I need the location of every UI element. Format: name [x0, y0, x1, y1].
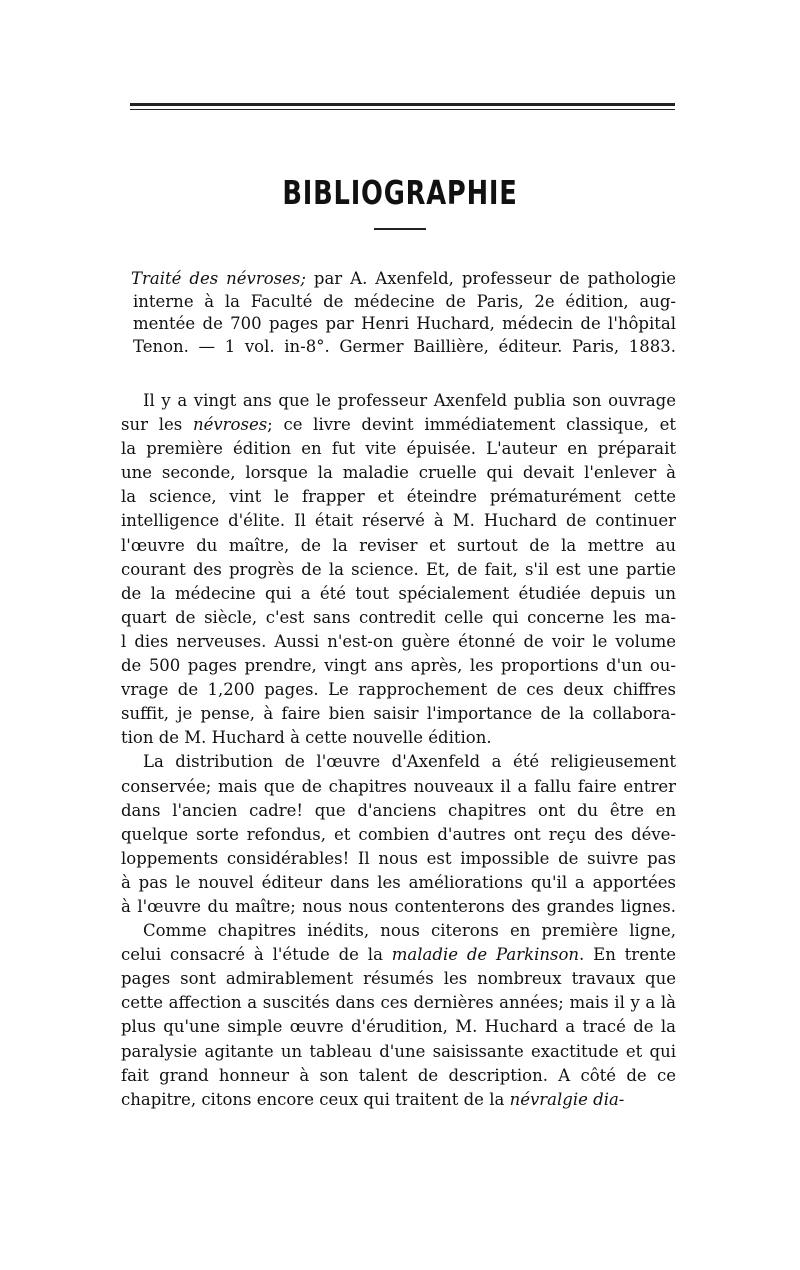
body-line: [121, 1040, 676, 1064]
text-run: dans l'ancien cadre! que d'anciens chapitres ont du être en: [121, 800, 676, 820]
body-line: [121, 534, 676, 558]
body-line: [121, 1015, 676, 1039]
body-line: [121, 847, 676, 871]
italic-term: névroses: [192, 415, 268, 435]
reference-line: Tenon. — 1 vol. in-8°. Germer Baillière, éditeur. Paris, 1883.: [133, 336, 676, 356]
book-title: Traité des névroses;: [131, 269, 306, 288]
text-run: conservée; mais que de chapitres nouveaux il a fallu faire entrer: [121, 776, 676, 796]
body-line: [121, 509, 676, 533]
body-line: [121, 775, 676, 799]
text-run: ; ce livre devint immédiatement classique, et: [267, 415, 676, 435]
text-run: quelque sorte refondus, et combien d'autres ont reçu des déve-: [121, 824, 676, 844]
body-line: [121, 702, 676, 726]
heading-underline: [374, 228, 426, 230]
reference-line: interne à la Faculté de médecine de Paris, 2e édition, aug-: [133, 291, 676, 311]
text-run: fait grand honneur à son talent de description. A côté de ce: [121, 1065, 676, 1085]
text-run: l'œuvre du maître, de la reviser et surtout de la mettre au: [121, 535, 676, 555]
top-double-rule: [130, 103, 675, 106]
body-line: [121, 967, 676, 991]
text-run: à pas le nouvel éditeur dans les améliorations qu'il a apportées: [121, 872, 676, 892]
text-run: La distribution de l'œuvre d'Axenfeld a été religieusement: [143, 752, 676, 772]
italic-term: névralgie dia-: [509, 1089, 625, 1109]
body-line: [121, 871, 676, 895]
body-line: [121, 799, 676, 823]
body-line: [121, 654, 676, 678]
body-line: [121, 582, 676, 606]
bibliographic-reference: [131, 268, 676, 358]
body-line: [121, 606, 676, 630]
reference-line: Traité des névroses; par A. Axenfeld, professeur de pathologie: [131, 269, 676, 288]
body-line: [121, 823, 676, 847]
text-run: pages sont admirablement résumés les nombreux travaux que: [121, 969, 676, 989]
text-run: chapitre, citons encore ceux qui traitent de la: [121, 1089, 510, 1109]
text-run: vrage de 1,200 pages. Le rapprochement de ces deux chiffres: [121, 680, 676, 700]
top-double-rule-thin: [130, 109, 675, 110]
text-run: sur les: [121, 415, 193, 435]
body-line: [121, 919, 676, 943]
italic-term: maladie de Parkinson: [391, 945, 580, 965]
text-run: Comme chapitres inédits, nous citerons en première ligne,: [143, 921, 676, 941]
body-line: [121, 726, 676, 750]
text-run: intelligence d'élite. Il était réservé à M. Huchard de continuer: [121, 511, 676, 531]
body-line: [121, 413, 676, 437]
body-line: [121, 485, 676, 509]
text-run: tion de M. Huchard à cette nouvelle édition.: [121, 728, 492, 748]
text-run: paralysie agitante un tableau d'une saisissante exactitude et qui: [121, 1041, 676, 1061]
body-line: [121, 943, 676, 967]
body-line: [121, 558, 676, 582]
text-run: plus qu'une simple œuvre d'érudition, M. Huchard a tracé de la: [121, 1017, 676, 1037]
text-run: celui consacré à l'étude de la: [121, 945, 392, 965]
body-line: [121, 437, 676, 461]
text-run: de 500 pages prendre, vingt ans après, les proportions d'un ou-: [121, 656, 676, 676]
text-run: loppements considérables! Il nous est impossible de suivre pas: [121, 848, 676, 868]
text-run: à l'œuvre du maître; nous nous contenterons des grandes lignes.: [121, 896, 676, 916]
body-line: [121, 678, 676, 702]
text-run: Il y a vingt ans que le professeur Axenfeld publia son ouvrage: [143, 391, 676, 410]
body-line: [121, 1088, 676, 1112]
text-run: la science, vint le frapper et éteindre prématurément cette: [121, 487, 676, 507]
body-line: [121, 630, 676, 654]
text-run: suffit, je pense, à faire bien saisir l'importance de la collabora-: [121, 704, 676, 724]
text-run: cette affection a suscités dans ces dernières années; mais il y a là: [121, 993, 676, 1013]
text-run: quart de siècle, c'est sans contredit celle qui concerne les ma-: [121, 607, 676, 627]
text-run: une seconde, lorsque la maladie cruelle qui devait l'enlever à: [121, 463, 676, 483]
body-line: [121, 991, 676, 1015]
text-run: . En trente: [579, 945, 676, 965]
text-run: l dies nerveuses. Aussi n'est-on guère étonné de voir le volume: [121, 631, 676, 651]
body-line: [121, 750, 676, 774]
body-line: [121, 895, 676, 919]
review-body-text: [121, 389, 676, 1112]
text-run: de la médecine qui a été tout spécialement étudiée depuis un: [121, 583, 676, 603]
body-line: [121, 389, 676, 413]
body-line: [121, 1064, 676, 1088]
reference-line: mentée de 700 pages par Henri Huchard, médecin de l'hôpital: [133, 314, 676, 333]
body-line: [121, 461, 676, 485]
text-run: la première édition en fut vite épuisée. L'auteur en préparait: [121, 439, 676, 459]
page-heading: BIBLIOGRAPHIE: [282, 173, 518, 212]
text-run: courant des progrès de la science. Et, de fait, s'il est une partie: [121, 559, 676, 579]
